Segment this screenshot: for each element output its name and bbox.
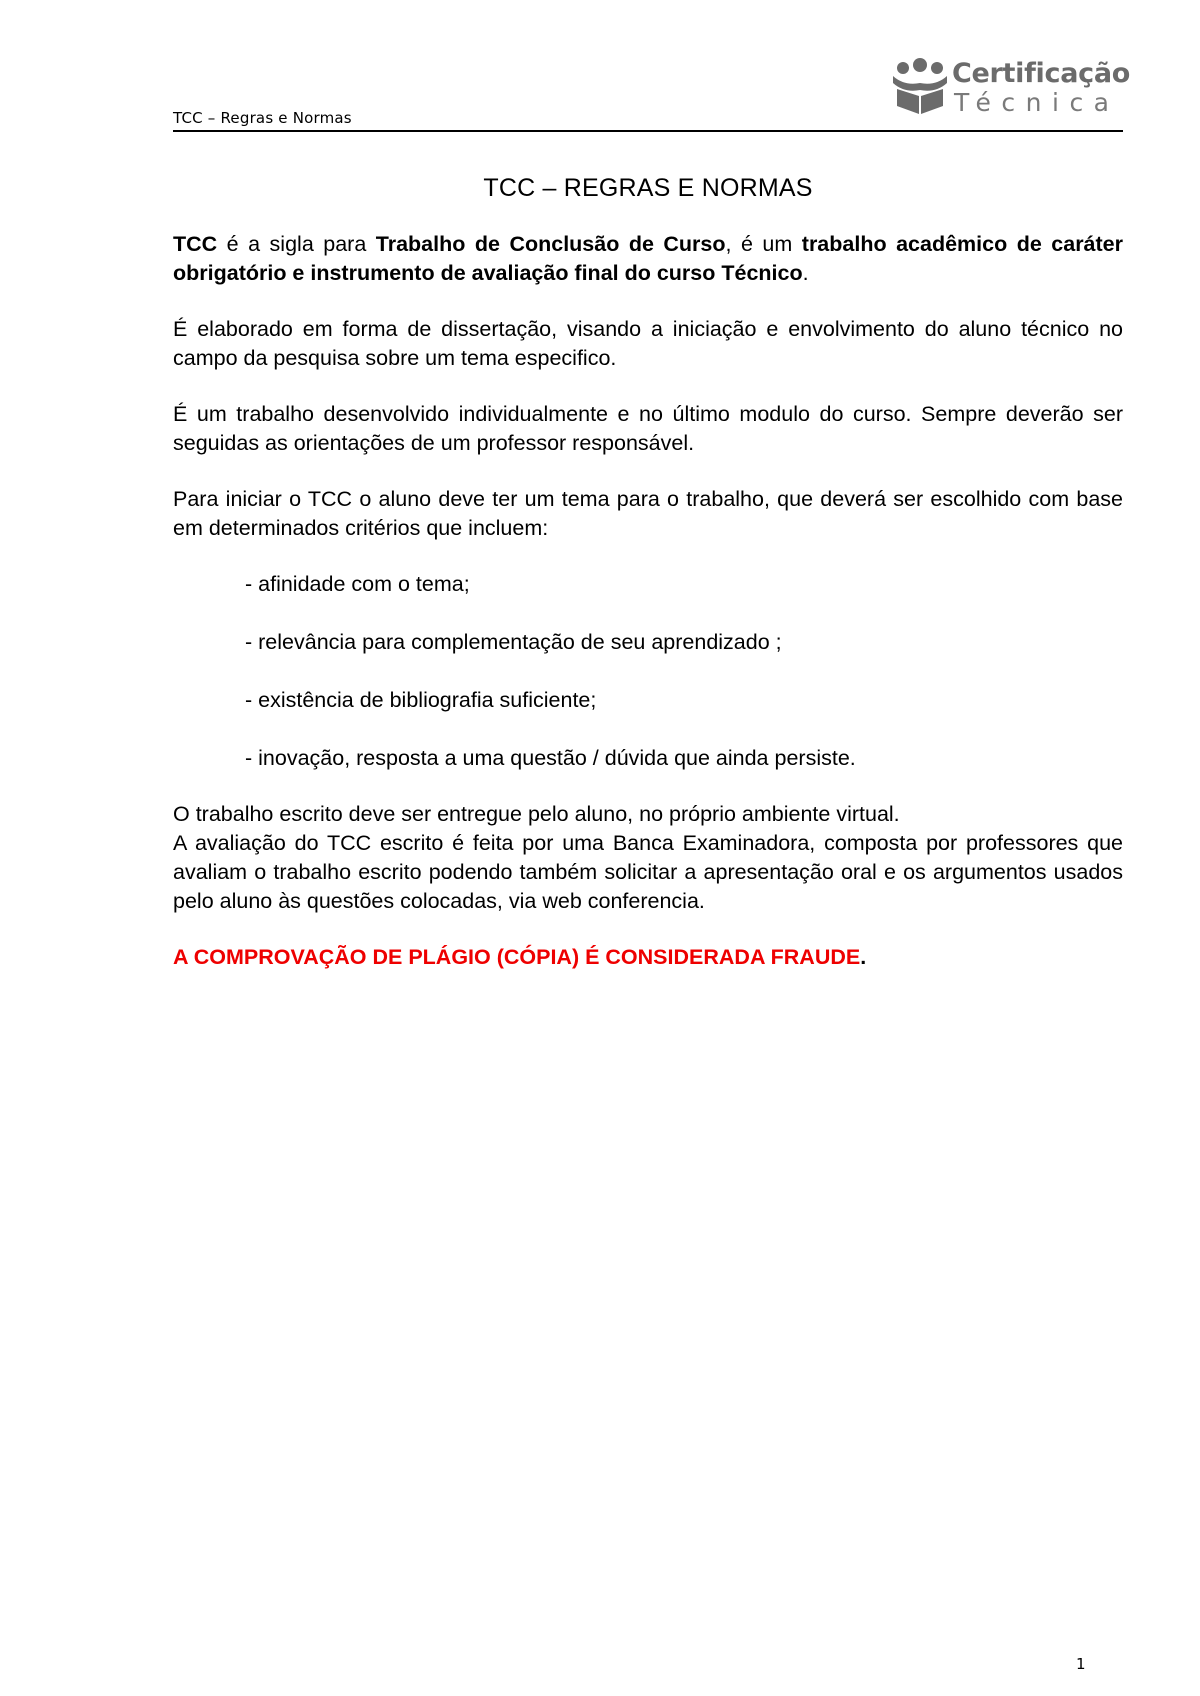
logo-line1: Certificação xyxy=(952,58,1131,89)
document-body xyxy=(173,230,1123,999)
list-item: - relevância para complementação de seu aprendizado ; xyxy=(245,630,782,654)
intro-text-1: é a sigla para xyxy=(217,232,376,256)
paragraph-evaluation-line2: A avaliação do TCC escrito é feita por uma Banca Examinadora, composta por professores que avaliam o trabalho escrito podendo também solicitar a apresentação oral e os argumentos usados pelo aluno às questões colocadas, via web conferencia. xyxy=(173,831,1123,913)
intro-definition: trabalho acadêmico de caráter obrigatório e instrumento de avaliação final do curso Técnico xyxy=(173,232,1124,285)
logo xyxy=(890,56,1131,118)
list-item: - existência de bibliografia suficiente; xyxy=(245,688,597,712)
intro-acronym: TCC xyxy=(173,232,218,256)
intro-paragraph xyxy=(173,230,1123,288)
page-number: 1 xyxy=(1076,1655,1086,1673)
paragraph-evaluation-line1: O trabalho escrito deve ser entregue pelo aluno, no próprio ambiente virtual. xyxy=(173,802,900,826)
people-book-icon xyxy=(890,56,950,116)
list-item: - afinidade com o tema; xyxy=(245,572,470,596)
criteria-list xyxy=(173,570,1123,773)
paragraph-evaluation xyxy=(173,800,1123,916)
intro-period: . xyxy=(802,261,809,285)
plagiarism-warning xyxy=(173,943,1123,972)
logo-line2: Técnica xyxy=(954,88,1120,117)
paragraph-criteria-intro: Para iniciar o TCC o aluno deve ter um tema para o trabalho, que deverá ser escolhido com base em determinados critérios que incluem: xyxy=(173,487,1123,540)
list-item: - inovação, resposta a uma questão / dúvida que ainda persiste. xyxy=(245,746,856,770)
intro-text-2: , é um xyxy=(725,232,802,256)
paragraph-individual-work: É um trabalho desenvolvido individualmente e no último modulo do curso. Sempre deverão ser seguidas as orientações de um professor responsável. xyxy=(173,402,1123,455)
paragraph-elaboration: É elaborado em forma de dissertação, visando a iniciação e envolvimento do aluno técnico no campo da pesquisa sobre um tema especifico. xyxy=(173,317,1123,370)
header-text: TCC – Regras e Normas xyxy=(173,109,352,127)
intro-term: Trabalho de Conclusão de Curso xyxy=(375,232,726,256)
warning-text: A COMPROVAÇÃO DE PLÁGIO (CÓPIA) É CONSIDERADA FRAUDE xyxy=(173,945,861,969)
page-header xyxy=(173,52,1131,132)
document-title: TCC – REGRAS E NORMAS xyxy=(483,174,813,202)
warning-period: . xyxy=(860,945,867,969)
